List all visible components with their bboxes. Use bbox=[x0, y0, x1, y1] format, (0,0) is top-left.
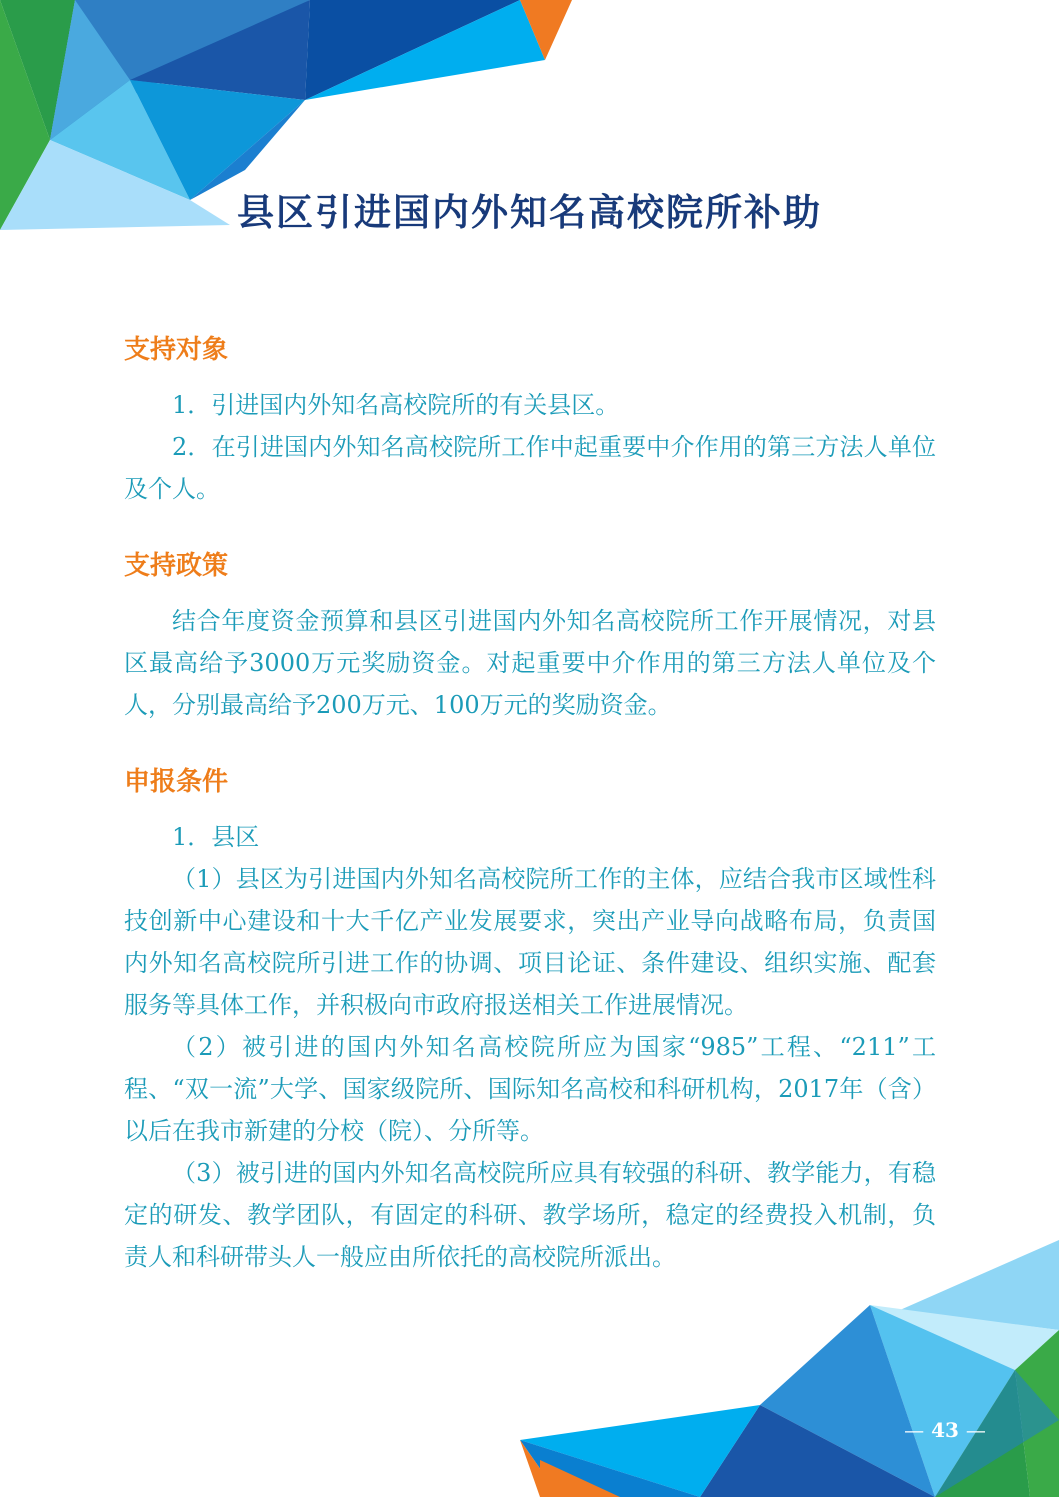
section-support-policy bbox=[124, 544, 936, 726]
paragraph: 2．在引进国内外知名高校院所工作中起重要中介作用的第三方法人单位及个人。 bbox=[124, 433, 936, 503]
document-body bbox=[124, 328, 936, 1278]
page-number-value: 43 bbox=[931, 1418, 959, 1442]
page-number-dash-right: — bbox=[965, 1418, 986, 1442]
paragraph: 结合年度资金预算和县区引进国内外知名高校院所工作开展情况，对县区最高给予3000万元奖励资金。对起重要中介作用的第三方法人单位及个人，分别最高给予200万元、100万元的奖励资金。 bbox=[124, 607, 936, 719]
section-heading: 支持政策 bbox=[124, 551, 229, 581]
section-application-conditions bbox=[124, 760, 936, 1278]
paragraph: （3）被引进的国内外知名高校院所应具有较强的科研、教学能力，有稳定的研发、教学团队，有固定的科研、教学场所，稳定的经费投入机制，负责人和科研带头人一般应由所依托的高校院所派出。 bbox=[124, 1159, 936, 1271]
page-number bbox=[900, 1418, 990, 1442]
paragraph: （1）县区为引进国内外知名高校院所工作的主体，应结合我市区域性科技创新中心建设和十大千亿产业发展要求，突出产业导向战略布局，负责国内外知名高校院所引进工作的协调、项目论证、条件建设、组织实施、配套服务等具体工作，并积极向市政府报送相关工作进展情况。 bbox=[124, 865, 936, 1019]
paragraph: 1．引进国内外知名高校院所的有关县区。 bbox=[172, 391, 620, 419]
section-support-target bbox=[124, 328, 936, 510]
paragraph: （2）被引进的国内外知名高校院所应为国家“985”工程、“211”工程、“双一流”大学、国家级院所、国际知名高校和科研机构，2017年（含）以后在我市新建的分校（院）、分所等。 bbox=[124, 1033, 936, 1145]
page-number-dash-left: — bbox=[904, 1418, 925, 1442]
page-title: 县区引进国内外知名高校院所补助 bbox=[237, 191, 822, 234]
paragraph: 1．县区 bbox=[172, 823, 260, 851]
section-heading: 申报条件 bbox=[124, 767, 229, 797]
section-heading: 支持对象 bbox=[124, 335, 229, 365]
